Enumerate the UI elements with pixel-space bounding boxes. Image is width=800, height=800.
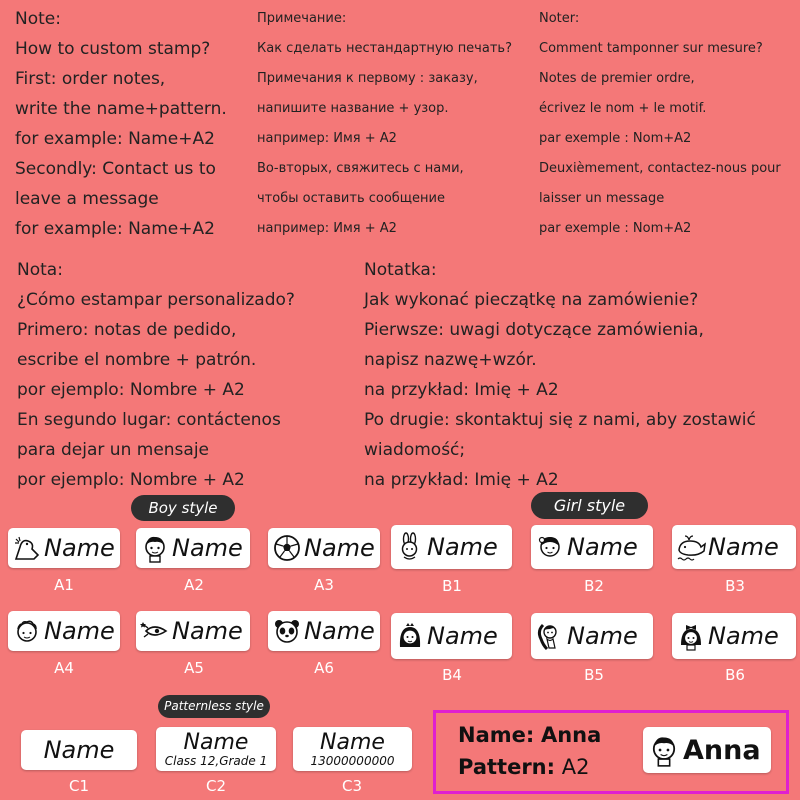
stamp-name: Name <box>567 622 638 650</box>
girl-style-label: Girl style <box>531 492 648 519</box>
stamp-subtext: Class 12,Grade 1 <box>164 753 268 768</box>
example-pattern-value: A2 <box>561 755 590 779</box>
code-b1: B1 <box>442 577 462 595</box>
stamp-b1[interactable] <box>391 525 512 569</box>
text-line: para dejar un mensaje <box>17 440 210 460</box>
text-line: Во-вторых, свяжитесь с нами, <box>257 161 464 176</box>
girl-face-icon <box>535 532 565 562</box>
panda-icon <box>272 616 302 646</box>
text-line: Noter: <box>539 11 580 26</box>
text-line: ¿Cómo estampar personalizado? <box>17 290 295 310</box>
stamp-b2[interactable] <box>531 525 653 569</box>
text-line: napisz nazwę+wzór. <box>364 350 537 370</box>
stamp-name: Name <box>708 533 779 561</box>
code-b3: B3 <box>725 577 745 595</box>
text-line: например: Имя + A2 <box>257 221 397 236</box>
text-line: How to custom stamp? <box>15 39 211 59</box>
example-name-value: Anna <box>540 723 602 747</box>
stamp-name: Name <box>183 729 249 755</box>
code-a5: A5 <box>184 659 204 677</box>
text-line: Notes de premier ordre, <box>539 71 695 86</box>
code-a4: A4 <box>54 659 74 677</box>
note-english <box>15 4 227 244</box>
whale-icon <box>676 532 706 562</box>
example-pattern-label: Pattern: <box>458 755 556 779</box>
text-line: En segundo lugar: contáctenos <box>17 410 281 430</box>
text-line: por ejemplo: Nombre + A2 <box>17 470 245 490</box>
text-line: écrivez le nom + le motif. <box>539 101 707 116</box>
order-example-box <box>433 710 789 794</box>
text-line: for example: Name+A2 <box>15 129 215 149</box>
rocket-icon <box>140 616 170 646</box>
code-b2: B2 <box>584 577 604 595</box>
dinosaur-icon <box>12 533 42 563</box>
text-line: wiadomość; <box>364 440 466 460</box>
text-line: laisser un message <box>539 191 665 206</box>
stamp-a5[interactable] <box>136 611 250 651</box>
stamp-name: Name <box>304 534 375 562</box>
code-a6: A6 <box>314 659 334 677</box>
stamp-name: Name <box>708 622 779 650</box>
mermaid-icon <box>535 621 565 651</box>
note-french <box>539 4 781 244</box>
example-pattern-row <box>458 755 589 779</box>
stamp-b6[interactable] <box>672 613 796 659</box>
text-line: Как сделать нестандартную печать? <box>257 41 512 56</box>
text-line: Notatka: <box>364 260 437 280</box>
stamp-b3[interactable] <box>672 525 796 569</box>
patternless-style-label: Patternless style <box>158 695 270 718</box>
text-line: par exemple : Nom+A2 <box>539 221 692 236</box>
text-line: Jak wykonać pieczątkę na zamówienie? <box>364 290 699 310</box>
stamp-a6[interactable] <box>268 611 380 651</box>
code-b5: B5 <box>584 666 604 684</box>
soccer-ball-icon <box>272 533 302 563</box>
example-name-row <box>458 723 601 747</box>
stamp-a4[interactable] <box>8 611 120 651</box>
text-line: for example: Name+A2 <box>15 219 215 239</box>
text-line: Deuxièmement, contactez-nous pour <box>539 161 781 176</box>
stamp-name: Name <box>320 729 385 755</box>
example-name-label: Name: <box>458 723 535 747</box>
example-stamp <box>643 727 771 773</box>
note-spanish <box>17 255 295 495</box>
text-line: Pierwsze: uwagi dotyczące zamówienia, <box>364 320 704 340</box>
stamp-b4[interactable] <box>391 613 512 659</box>
example-stamp-name: Anna <box>683 734 761 766</box>
text-line: Примечание: <box>257 11 347 26</box>
text-line: чтобы оставить сообщение <box>257 191 445 206</box>
text-line: Primero: notas de pedido, <box>17 320 237 340</box>
note-polish <box>364 255 756 495</box>
stamp-name: Name <box>304 617 375 645</box>
stamp-name: Name <box>567 533 638 561</box>
text-line: Note: <box>15 9 61 29</box>
text-line: Secondly: Contact us to <box>15 159 216 179</box>
stamp-name: Name <box>172 534 243 562</box>
note-russian <box>257 4 512 244</box>
bow-girl-icon <box>676 621 706 651</box>
text-line: por ejemplo: Nombre + A2 <box>17 380 245 400</box>
stamp-name: Name <box>427 533 498 561</box>
stamp-a1[interactable] <box>8 528 120 568</box>
stamp-a2[interactable] <box>136 528 250 568</box>
stamp-b5[interactable] <box>531 613 653 659</box>
stamp-c3[interactable] <box>293 727 412 771</box>
stamp-name: Name <box>172 617 243 645</box>
text-line: Po drugie: skontaktuj się z nami, aby zostawić <box>364 410 756 430</box>
text-line: Примечания к первому : заказу, <box>257 71 478 86</box>
code-c3: C3 <box>341 777 363 795</box>
code-b6: B6 <box>725 666 745 684</box>
stamp-name: Name <box>427 622 498 650</box>
code-a2: A2 <box>184 576 204 594</box>
text-line: Comment tamponner sur mesure? <box>539 41 763 56</box>
boy-style-label: Boy style <box>131 495 235 521</box>
text-line: напишите название + узор. <box>257 101 449 116</box>
code-b4: B4 <box>442 666 462 684</box>
stamp-name: Name <box>44 534 115 562</box>
bunny-icon <box>395 532 425 562</box>
text-line: например: Имя + A2 <box>257 131 397 146</box>
curly-boy-icon <box>12 616 42 646</box>
stamp-name: Name <box>44 617 115 645</box>
text-line: First: order notes, <box>15 69 166 89</box>
code-c1: C1 <box>68 777 90 795</box>
text-line: Nota: <box>17 260 63 280</box>
text-line: write the name+pattern. <box>15 99 227 119</box>
boy-face-icon <box>140 533 170 563</box>
text-line: escribe el nombre + patrón. <box>17 350 257 370</box>
text-line: na przykład: Imię + A2 <box>364 470 559 490</box>
princess-icon <box>395 621 425 651</box>
code-c2: C2 <box>205 777 227 795</box>
text-line: na przykład: Imię + A2 <box>364 380 559 400</box>
code-a1: A1 <box>54 576 74 594</box>
stamp-c2[interactable] <box>156 727 276 771</box>
stamp-a3[interactable] <box>268 528 380 568</box>
boy-face-icon <box>647 733 681 767</box>
stamp-c1[interactable] <box>21 730 137 770</box>
code-a3: A3 <box>314 576 334 594</box>
text-line: leave a message <box>15 189 159 209</box>
stamp-name: Name <box>43 736 115 764</box>
text-line: par exemple : Nom+A2 <box>539 131 692 146</box>
stamp-subtext: 13000000000 <box>310 753 395 768</box>
